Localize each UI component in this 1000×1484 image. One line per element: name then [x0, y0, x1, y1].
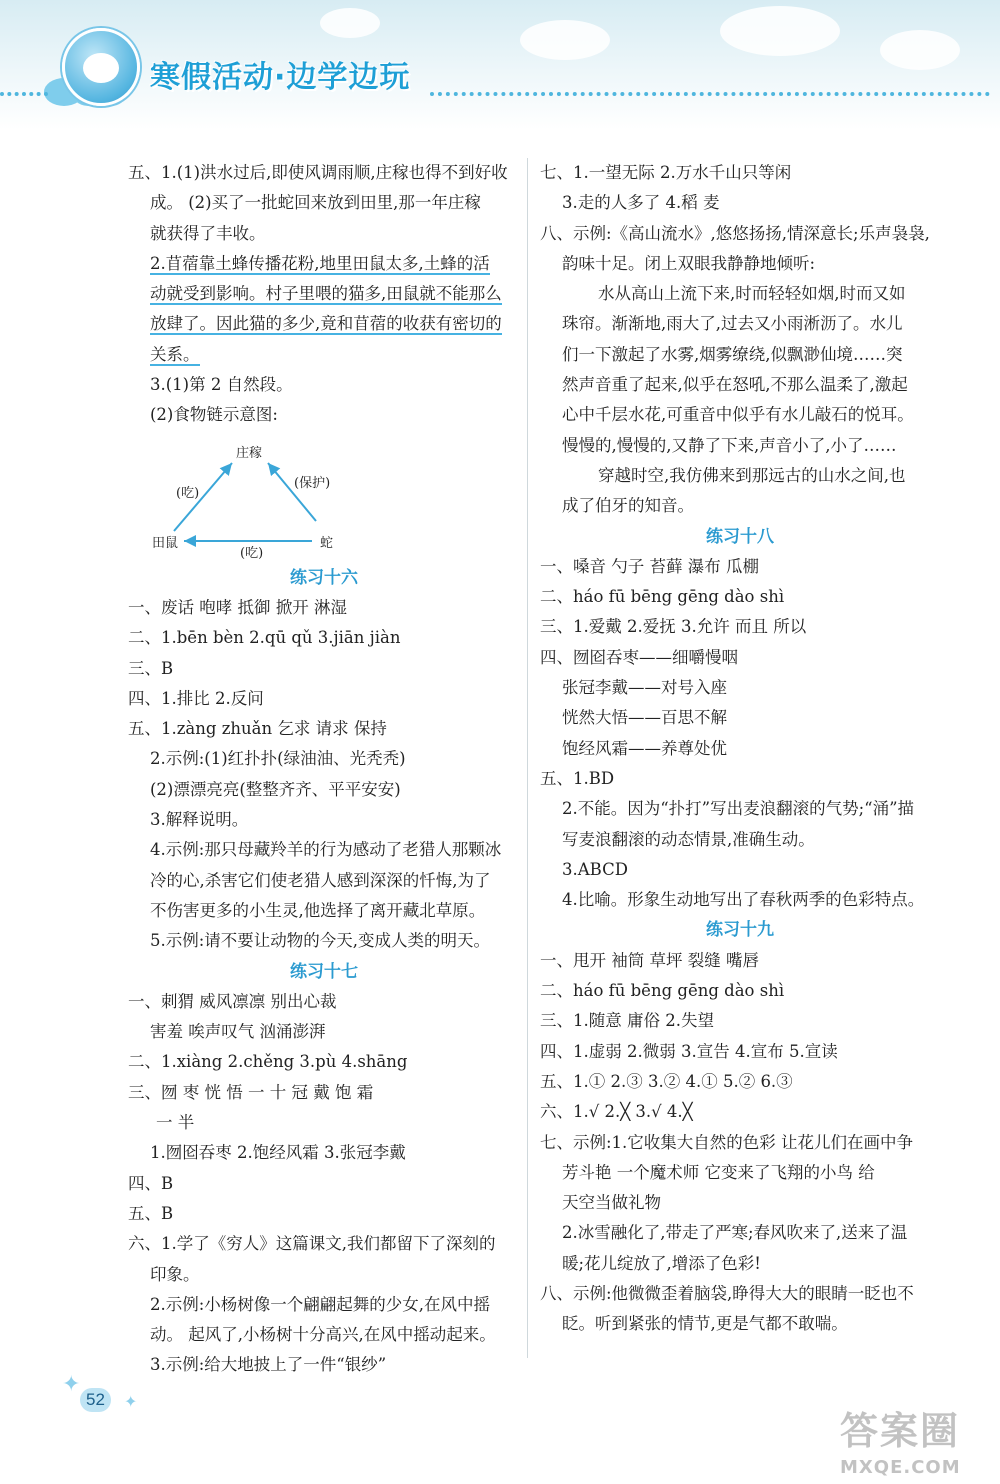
answer-line: 五、1.zàng zhuǎn 乞求 请求 保持 — [128, 719, 387, 739]
snow-decoration — [320, 8, 380, 38]
answer-line: 眨。听到紧张的情节,更是气都不敢喘。 — [562, 1314, 848, 1334]
answer-line: 3.(1)第 2 自然段。 — [150, 375, 293, 395]
mascot-logo — [62, 28, 140, 106]
page-number: 52 — [80, 1388, 111, 1412]
section-title: 练习十七 — [290, 961, 358, 982]
answer-line: 恍然大悟——百思不解 — [562, 708, 727, 728]
answer-line: 二、háo fū bēng gēng dào shì — [540, 981, 785, 1001]
answer-line: 一、刺猬 威风凛凛 别出心裁 — [128, 991, 337, 1011]
answer-line: 2.不能。因为“扑打”写出麦浪翻滚的气势;“涌”描 — [562, 799, 915, 819]
page-header — [0, 0, 1000, 130]
answer-line: 水从高山上流下来,时而轻轻如烟,时而又如 — [598, 284, 906, 304]
answer-line: 芳斗艳 一个魔术师 它变来了飞翔的小鸟 给 — [562, 1162, 875, 1182]
answer-line: 三、1.随意 庸俗 2.失望 — [540, 1011, 714, 1031]
snow-decoration — [720, 6, 840, 56]
answer-line: 一、嗓音 勺子 苔藓 瀑布 瓜棚 — [540, 556, 759, 576]
answer-line: 5.示例:请不要让动物的今天,变成人类的明天。 — [150, 931, 491, 951]
answer-line: 不伤害更多的小生灵,他选择了离开藏北草原。 — [150, 900, 486, 920]
answer-line: 3.示例:给大地披上了一件“银纱” — [150, 1355, 387, 1375]
star-icon: ✦ — [62, 1372, 81, 1397]
answer-line: 一、废话 咆哮 抵御 掀开 淋湿 — [128, 597, 347, 617]
answer-line: 三、1.爱戴 2.爱抚 3.允许 而且 所以 — [540, 617, 807, 637]
answer-line: 动就受到影响。村子里喂的猫多,田鼠就不能那么 — [150, 284, 502, 304]
star-icon: ✦ — [124, 1392, 138, 1411]
answer-line: 4.比喻。形象生动地写出了春秋两季的色彩特点。 — [562, 890, 925, 910]
answer-line: 五、1.(1)洪水过后,即使风调雨顺,庄稼也得不到好收 — [128, 163, 508, 182]
answer-line: 然声音重了起来,似乎在怒吼,不那么温柔了,激起 — [562, 375, 908, 395]
answer-line: 韵味十足。闭上双眼我静静地倾听: — [562, 253, 816, 273]
answer-line: 心中千层水花,可重音中似乎有水儿敲石的悦耳。 — [562, 405, 914, 425]
answer-line: 一、甩开 袖筒 草坪 裂缝 嘴唇 — [540, 950, 759, 970]
answer-line: 害羞 唉声叹气 汹涌澎湃 — [150, 1022, 326, 1042]
answer-line: 八、示例:他微微歪着脑袋,睁得大大的眼睛一眨也不 — [540, 1283, 914, 1303]
header-title: 寒假活动·边学边玩 — [150, 60, 411, 95]
edge-label-left: (吃) — [176, 485, 200, 501]
dotted-rule — [430, 92, 990, 96]
answer-line: 二、1.bēn bèn 2.qū qǔ 3.jiān jiàn — [128, 628, 401, 648]
edge-label-bottom: (吃) — [240, 545, 264, 561]
answer-line: 七、示例:1.它收集大自然的色彩 让花儿们在画中争 — [540, 1132, 914, 1152]
answer-line: (2)食物链示意图: — [150, 405, 278, 425]
answer-line: 穿越时空,我仿佛来到那远古的山水之间,也 — [598, 465, 906, 485]
answer-line: 二、1.xiàng 2.chěng 3.pù 4.shāng — [128, 1052, 408, 1072]
answer-line: 暖;花儿绽放了,增添了色彩! — [562, 1253, 761, 1273]
answer-line: 关系。 — [150, 344, 200, 364]
answer-line: (2)漂漂亮亮(整整齐齐、平平安安) — [150, 779, 401, 799]
answer-line: 五、1.BD — [540, 768, 615, 788]
snow-decoration — [520, 20, 610, 60]
answer-line: 就获得了丰收。 — [150, 223, 266, 243]
answer-line: 成。 (2)买了一批蛇回来放到田里,那一年庄稼 — [150, 193, 481, 213]
answer-line: 2.示例:(1)红扑扑(绿油油、光秃秃) — [150, 749, 406, 769]
answer-line: 四、B — [128, 1173, 174, 1193]
food-chain-diagram — [128, 431, 520, 563]
section-title: 练习十九 — [706, 920, 774, 941]
answer-line: 1.囫囵吞枣 2.饱经风霜 3.张冠李戴 — [150, 1143, 406, 1163]
section-title: 练习十八 — [706, 526, 774, 547]
node-snake: 蛇 — [320, 535, 334, 551]
edge-label-right: (保护) — [294, 475, 331, 491]
watermark-logo: 答案圈 MXQE.COM — [840, 1409, 961, 1478]
answer-line: 张冠李戴——对号入座 — [562, 678, 727, 698]
answer-line: 2.冰雪融化了,带走了严寒;春风吹来了,送来了温 — [562, 1223, 908, 1243]
answer-line: 三、囫 枣 恍 悟 一 十 冠 戴 饱 霜 — [128, 1082, 374, 1102]
answer-line: 四、1.排比 2.反问 — [128, 688, 264, 708]
arrow-snake-to-crop — [268, 463, 316, 521]
right-column — [540, 158, 940, 1340]
answer-line: 五、1.① 2.③ 3.② 4.① 5.② 6.③ — [540, 1071, 793, 1091]
answer-line: 动。 起风了,小杨树十分高兴,在风中摇动起来。 — [150, 1325, 496, 1345]
answer-line: 四、1.虚弱 2.微弱 3.宣告 4.宣布 5.宣读 — [540, 1041, 838, 1061]
answer-line: 一 半 — [156, 1113, 195, 1133]
answer-line: 七、1.一望无际 2.万水千山只等闲 — [540, 163, 792, 182]
answer-line: 八、示例:《高山流水》,悠悠扬扬,情深意长;乐声袅袅, — [540, 223, 930, 243]
answer-line: 天空当做礼物 — [562, 1193, 661, 1213]
left-column — [128, 158, 520, 1381]
answer-line: 冷的心,杀害它们使老猎人感到深深的忏悔,为了 — [150, 870, 491, 890]
answer-line: 们一下激起了水雾,烟雾缭绕,似飘渺仙境……突 — [562, 344, 903, 364]
answer-line: 4.示例:那只母藏羚羊的行为感动了老猎人那颗冰 — [150, 840, 502, 860]
answer-line: 2.示例:小杨树像一个翩翩起舞的少女,在风中摇 — [150, 1294, 491, 1314]
answer-line: 成了伯牙的知音。 — [562, 496, 694, 516]
answer-line: 3.解释说明。 — [150, 810, 249, 830]
answer-line: 饱经风霜——养尊处优 — [562, 738, 727, 758]
answer-line: 慢慢的,慢慢的,又静了下来,声音小了,小了…… — [562, 435, 897, 455]
answer-line: 六、1.学了《穷人》这篇课文,我们都留下了深刻的 — [128, 1234, 496, 1254]
answer-line: 六、1.√ 2.╳ 3.√ 4.╳ — [540, 1102, 693, 1122]
section-title: 练习十六 — [290, 567, 358, 588]
answer-line: 3.走的人多了 4.稻 麦 — [562, 193, 720, 213]
node-mouse: 田鼠 — [152, 535, 179, 551]
node-crop: 庄稼 — [236, 445, 263, 461]
answer-line: 五、B — [128, 1203, 174, 1223]
answer-line: 3.ABCD — [562, 859, 628, 879]
snow-decoration — [880, 30, 960, 70]
dotted-rule — [0, 92, 48, 96]
answer-line: 放肆了。因此猫的多少,竟和苜蓿的收获有密切的 — [150, 314, 502, 334]
answer-line: 四、囫囵吞枣——细嚼慢咽 — [540, 647, 738, 667]
answer-line: 珠帘。渐渐地,雨大了,过去又小雨淅沥了。水儿 — [562, 314, 903, 334]
answer-line: 二、háo fū bēng gēng dào shì — [540, 587, 785, 607]
column-divider — [527, 158, 528, 1358]
answer-line: 2.苜蓿靠土蜂传播花粉,地里田鼠太多,土蜂的活 — [150, 253, 490, 273]
answer-line: 三、B — [128, 658, 174, 678]
answer-line: 写麦浪翻滚的动态情景,准确生动。 — [562, 829, 815, 849]
answer-line: 印象。 — [150, 1264, 200, 1284]
